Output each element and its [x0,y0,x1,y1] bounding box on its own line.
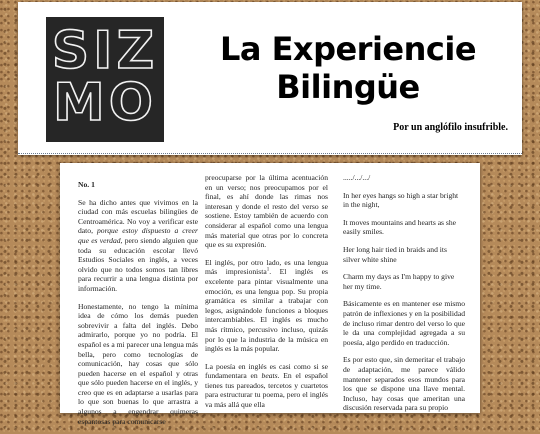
article-column-2 [205,173,328,418]
subtitle: Por un anglófilo insufrible. [393,122,508,133]
text-run: pero siendo alguien que toda su educación escolar llevó Estudios Sociales en inglés, a veces olvido que no todos somos tan libres para recurrir a una lengua distinta por información. [78,235,198,293]
paragraph: Básicamente es en mantener ese mismo patrón de inflexiones y en la posibilidad de incluso rimar dentro del verso lo que le da una complejidad agregada a su poesía, algo perdido en traducción. [343,299,465,347]
issue-number: No. 1 [78,180,95,189]
logo-row-1: SIZ [51,21,159,81]
poem-line: In her eyes hangs so high a star bright in the night, [343,190,459,210]
paragraph: preocuparse por la última acentuación en un verso; nos preocupamos por el final, es ahí donde las rimas nos interesan y donde el resto del verso se sostiene. Estoy también de acuerdo con considerar al español como una lengua más material que otras por lo concreta que es su expresión. [205,173,328,250]
text-run: . En el español tienes tus pareados, tercetos y cuartetos para estructurar tu poema, pero el inglés va más allá que ella [205,371,328,410]
paragraph: Honestamente, no tengo la mínima idea de cómo los demás pueden sobrevivir a falta del inglés. Debo admirarlo, porque yo no podría. El español es a mi parecer una lengua más bella, pero como tecnologías de comunicación, hay cosas que sólo pueden hacerse en el español y otras que sólo pueden hacerse en el inglés, y creo que es en adaptarse a usarlas para lo que son buenas lo que arrastra a algunos a engendrar quimeras espantosas para comunicarse [78,301,198,426]
text-run: Se ha dicho antes que vivimos en la ciudad con más escuelas bilingües de Centroamérica. No voy a verificar este dato, [78,197,198,236]
header-banner [18,2,522,155]
footnote-ref[interactable]: 1 [266,267,270,273]
italic-text: porque estoy dispuesto a creer que es verdad, [78,226,198,245]
text-run: . El inglés es excelente para pintar visualmente una emoción, es una lengua pop. Su propia gramática es similar a trabajar con legos, asignándole funciones a bloques intercambiables. El inglés es mucho más rítmico, percusivo incluso, quizás por lo que la industria de la música en inglés es la más popular. [205,267,328,354]
article-column-3 [343,173,465,421]
page-title [188,30,508,106]
paragraph [205,258,328,354]
poem-line: Charm my days as I'm happy to give her my time. [343,272,455,291]
text-run: La poesía en inglés es casi como si se fundamentara en [205,361,328,381]
sizmo-logo[interactable] [46,17,164,142]
title-line-2: Bilingüe [276,68,420,106]
title-line-1: La Experiencie [219,30,477,68]
text-run: El inglés, por otro lado, es una lengua más impresionista [205,257,328,277]
dotted-divider [18,153,522,154]
poem-line: Her long hair tied in braids and its silver white shine [343,244,447,264]
poem-separator: ...../.../.../ [343,173,371,182]
italic-text: beats [261,371,278,381]
article-page [60,163,480,426]
article-column-1 [78,180,198,434]
paragraph: Es por esto que, sin demeritar el trabajo de adaptación, me parece válido mantener separados esos mundos para los que se dispone una llave mental. Incluso, hay cosas que ameritan una discusión reservada para su propio [343,355,465,413]
logo-row-2: MO [53,73,157,133]
paragraph [78,198,198,294]
poem-line: It moves mountains and hearts as she easily smiles. [343,217,457,237]
paragraph [205,362,328,410]
